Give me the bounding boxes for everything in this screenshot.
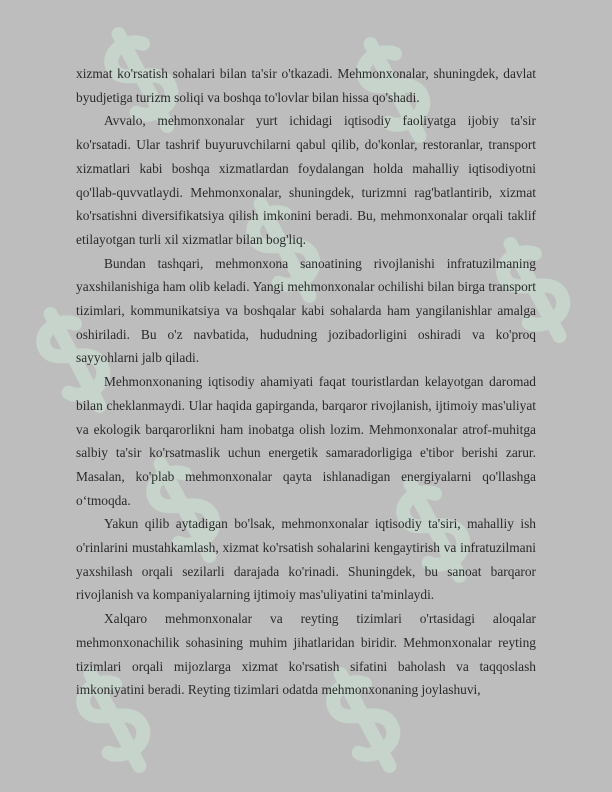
paragraph-2: Avvalo, mehmonxonalar yurt ichidagi iqtisodiy faoliyatga ijobiy ta'sir ko'rsatadi. Ular tashrif buyuruvchilarni qabul qilib, do'konlar, restoranlar, transport xizmatlari kabi boshqa xizmatlardan foydalangan holda mahalliy iqtisodiyotni qo'llab-quvvatlaydi. Mehmonxonalar, shuningdek, turizmni rag'batlantirib, xizmat ko'rsatishni diversifikatsiya qilish imkonini beradi. Bu, mehmonxonalar orqali taklif etilayotgan turli xil xizmatlar bilan bog'liq. (76, 113, 536, 247)
paragraph-3: Bundan tashqari, mehmonxona sanoatining rivojlanishi infratuzilmaning yaxshilanishiga ham olib keladi. Yangi mehmonxonalar ochilishi bilan birga transport tizimlari, kommunikatsiya va boshqalar kabi sohalarda ham yangilanishlar amalga oshiriladi. Bu o'z navbatida, hududning jozibadorligini oshiradi va ko'proq sayyohlarni jalb qiladi. (76, 255, 536, 366)
paragraph-1: xizmat ko'rsatish sohalari bilan ta'sir o'tkazadi. Mehmonxonalar, shuningdek, davlat byudjetiga turizm soliqi va boshqa to'lovlar bilan hissa qo'shadi. (76, 66, 536, 105)
document-body (76, 62, 536, 702)
paragraph-4: Mehmonxonaning iqtisodiy ahamiyati faqat touristlardan kelayotgan daromad bilan cheklanmaydi. Ular haqida gapirganda, barqaror rivojlanish, ijtimoiy mas'uliyat va ekologik barqarorlikni ham inobatga olish lozim. Mehmonxonalar atrof-muhitga salbiy ta'sir ko'rsatmaslik uchun energetik samaradorligiga e'tibor berishi zarur. Masalan, ko'plab mehmonxonalar qayta ishlanadigan energiyalarni qo'llashga o‘tmoqda. (76, 374, 536, 508)
paragraph-5: Yakun qilib aytadigan bo'lsak, mehmonxonalar iqtisodiy ta'siri, mahalliy ish o'rinlarini mustahkamlash, xizmat ko'rsatish sohalarini kengaytirish va infratuzilmani yaxshilash orqali sezilarli darajada ko'rinadi. Shuningdek, bu sanoat barqaror rivojlanish va kompaniyalarning ijtimoiy mas'uliyatini ta'minlaydi. (76, 516, 536, 603)
paragraph-6: Xalqaro mehmonxonalar va reyting tizimlari o'rtasidagi aloqalar mehmonxonachilik sohasining muhim jihatlaridan biridir. Mehmonxonalar reyting tizimlari orqali mijozlarga xizmat ko'rsatish sifatini baholash va taqqoslash imkoniyatini beradi. Reyting tizimlari odatda mehmonxonaning joylashuvi, (76, 611, 536, 698)
